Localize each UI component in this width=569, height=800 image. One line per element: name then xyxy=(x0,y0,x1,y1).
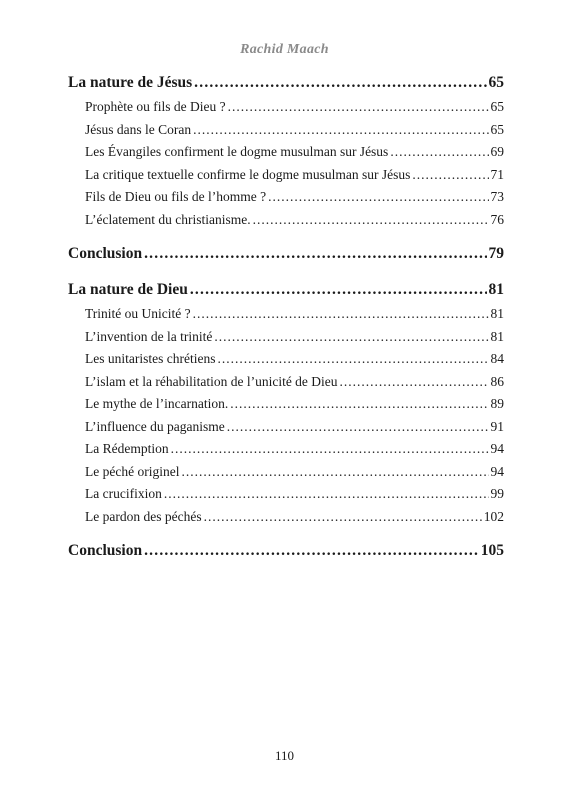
toc-item[interactable] xyxy=(68,209,504,232)
item-title: L’islam et la réhabilitation de l’unicité de Dieu xyxy=(85,373,338,389)
toc-item[interactable] xyxy=(68,506,504,529)
item-page: 94 xyxy=(490,441,504,456)
toc-item[interactable] xyxy=(68,371,504,394)
item-title: Prophète ou fils de Dieu ? xyxy=(85,99,226,114)
dot-leader xyxy=(171,438,489,461)
toc-item[interactable] xyxy=(68,186,504,209)
toc-item[interactable] xyxy=(68,348,504,371)
toc-item[interactable] xyxy=(68,119,504,142)
chapter-title: La nature de Dieu xyxy=(68,281,188,298)
item-page: 86 xyxy=(490,373,504,389)
item-title: L’éclatement du christianisme. xyxy=(85,211,251,227)
item-page: 76 xyxy=(490,211,504,227)
dot-leader xyxy=(228,96,489,119)
toc-chapter-conclusion-1[interactable] xyxy=(68,241,504,267)
dot-leader xyxy=(340,371,489,394)
toc-item[interactable] xyxy=(68,96,504,119)
toc-chapter-nature-de-dieu[interactable] xyxy=(68,277,504,303)
table-of-contents xyxy=(68,70,504,564)
chapter-page: 65 xyxy=(488,74,504,91)
toc-item[interactable] xyxy=(68,438,504,461)
item-page: 89 xyxy=(490,396,504,411)
item-title: La critique textuelle confirme le dogme musulman sur Jésus xyxy=(85,166,411,182)
chapter-page: 79 xyxy=(488,245,504,262)
item-page: 71 xyxy=(490,166,504,182)
running-header: Rachid Maach xyxy=(240,42,329,57)
dot-leader xyxy=(230,393,488,416)
item-title: Le pardon des péchés xyxy=(85,508,202,524)
dot-leader xyxy=(412,164,488,187)
item-title: La crucifixion xyxy=(85,486,162,501)
item-page: 94 xyxy=(490,463,504,479)
toc-item[interactable] xyxy=(68,461,504,484)
toc-item[interactable] xyxy=(68,393,504,416)
toc-chapter-nature-de-jesus[interactable] xyxy=(68,70,504,96)
item-page: 81 xyxy=(490,328,504,344)
item-title: La Rédemption xyxy=(85,441,169,456)
item-page: 102 xyxy=(483,508,504,524)
toc-item[interactable] xyxy=(68,164,504,187)
chapter-title: Conclusion xyxy=(68,542,143,559)
item-title: L’invention de la trinité xyxy=(85,328,213,344)
item-page: 84 xyxy=(490,351,504,366)
section-spacer xyxy=(68,528,504,538)
toc-item[interactable] xyxy=(68,416,504,439)
dot-leader xyxy=(194,70,486,96)
chapter-page: 81 xyxy=(488,281,504,298)
toc-item[interactable] xyxy=(68,303,504,326)
page-number: 110 xyxy=(274,748,295,763)
item-page: 69 xyxy=(490,144,504,159)
dot-leader xyxy=(164,483,489,506)
section-spacer xyxy=(68,231,504,241)
chapter-page: 105 xyxy=(480,542,504,559)
dot-leader xyxy=(144,241,486,267)
item-page: 65 xyxy=(490,121,504,137)
dot-leader xyxy=(193,119,488,142)
dot-leader xyxy=(227,416,489,439)
toc-item[interactable] xyxy=(68,483,504,506)
item-title: Les unitaristes chrétiens xyxy=(85,351,216,366)
item-page: 81 xyxy=(490,306,504,321)
item-page: 91 xyxy=(490,418,504,434)
dot-leader xyxy=(217,348,488,371)
toc-item[interactable] xyxy=(68,326,504,349)
dot-leader xyxy=(268,186,488,209)
toc-item[interactable] xyxy=(68,141,504,164)
dot-leader xyxy=(144,538,479,564)
item-page: 65 xyxy=(490,99,504,114)
item-title: L’influence du paganisme xyxy=(85,418,225,434)
item-page: 73 xyxy=(490,189,504,204)
item-title: Trinité ou Unicité ? xyxy=(85,306,191,321)
dot-leader xyxy=(214,326,488,349)
item-title: Fils de Dieu ou fils de l’homme ? xyxy=(85,189,267,204)
item-title: Le péché originel xyxy=(85,463,180,479)
dot-leader xyxy=(204,506,482,529)
dot-leader xyxy=(193,303,489,326)
item-page: 99 xyxy=(490,486,504,501)
section-spacer xyxy=(68,267,504,277)
dot-leader xyxy=(253,209,489,232)
dot-leader xyxy=(390,141,488,164)
chapter-title: Conclusion xyxy=(68,245,143,262)
toc-chapter-conclusion-2[interactable] xyxy=(68,538,504,564)
dot-leader xyxy=(181,461,488,484)
chapter-title: La nature de Jésus xyxy=(68,74,193,91)
item-title: Jésus dans le Coran xyxy=(85,121,192,137)
item-title: Le mythe de l’incarnation. xyxy=(85,396,229,411)
item-title: Les Évangiles confirment le dogme musulman sur Jésus xyxy=(85,144,389,159)
dot-leader xyxy=(190,277,487,303)
